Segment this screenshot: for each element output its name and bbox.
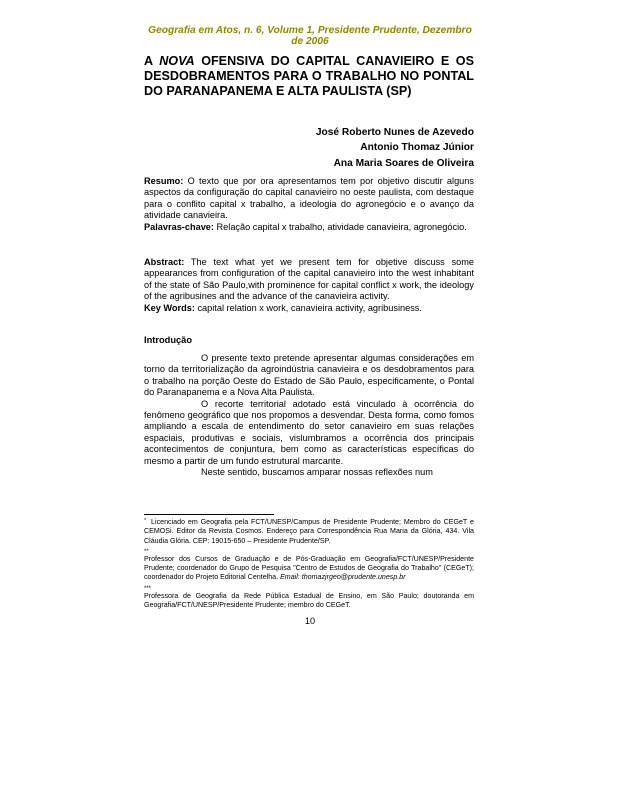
- palavras-chave-label: Palavras-chave:: [144, 221, 214, 232]
- body-paragraph: O presente texto pretende apresentar algumas considerações em torno da territorialização da agroindústria canavieira e os desdobramentos para o trabalho na porção Oeste do Estado de São Paulo, especificamente, o Pontal do Paranapanema e a Nova Alta Paulista.: [144, 353, 474, 398]
- author-name: José Roberto Nunes de Azevedo: [315, 127, 474, 138]
- footnote-mark: ***: [144, 585, 152, 592]
- resumo-paragraph: [144, 176, 474, 222]
- abstract-english: [144, 257, 474, 314]
- author-name: Ana Maria Soares de Oliveira: [333, 157, 474, 169]
- footnote-email: thomazjrgeo@prudente.unesp.br: [301, 573, 406, 582]
- palavras-chave-paragraph: [144, 222, 474, 233]
- author-name: Antonio Thomaz Júnior: [360, 142, 474, 154]
- footnote-text: Professora de Geografia da Rede Pública Estadual de Ensino, em São Paulo; doutoranda em Geografia/FCT/UNESP/Presidente Prudente; membro do CEGeT.: [144, 591, 474, 610]
- footnote-text: Licenciado em Geografia pela FCT/UNESP/Campus de Presidente Prudente; Membro do CEGeT e CEMOSi. Editor da Revista Cosmos. Endereço para Correspondência Rua Maria da Glória, 434. Vila Cláudia Glória. CEP: 19015-650 – Presidente Prudente/SP.: [144, 518, 474, 545]
- footnote: [144, 518, 474, 546]
- title-rest: OFENSIVA DO CAPITAL CANAVIEIRO E OS DESDOBRAMENTOS PARA O TRABALHO NO PONTAL DO PARANAPANEMA E ALTA PAULISTA (SP): [144, 54, 474, 99]
- abstract-paragraph: [144, 257, 474, 303]
- footnote-text: Professor dos Cursos de Graduação e de Pós-Graduação em Geografia/FCT/UNESP/Presidente Prudente; coordenador do Grupo de Pesquisa "Centro de Estudos de Geografia do Trabalho" (CEGeT); coordenador do Projeto Editorial Centelha.: [144, 554, 474, 582]
- footnotes: [144, 518, 474, 613]
- footnote-mark: *: [144, 518, 147, 524]
- introduction-body: [144, 353, 474, 478]
- title-prefix: A: [144, 54, 160, 68]
- footnote-divider: [144, 514, 274, 515]
- journal-header: Geografia em Atos, n. 6, Volume 1, Presidente Prudente, Dezembro de 2006: [148, 25, 472, 47]
- resumo-label: Resumo:: [144, 176, 184, 186]
- footnote: [144, 586, 474, 611]
- body-paragraph: Neste sentido, buscamos amparar nossas reflexões num: [201, 467, 433, 478]
- title-italic-word: NOVA: [159, 54, 195, 68]
- footnote: [144, 549, 474, 583]
- abstract-label: Abstract:: [144, 257, 185, 267]
- key-words-text: capital relation x work, canavieira activity, agribusiness.: [194, 302, 422, 313]
- footnote-email-label: Email:: [280, 573, 302, 582]
- author-list: [144, 125, 474, 171]
- abstract-portuguese: [144, 176, 474, 233]
- footnote-mark: **: [144, 548, 149, 555]
- resumo-text: O texto que por ora apresentamos tem por objetivo discutir alguns aspectos da configuração do capital canavieiro no oeste paulista, com destaque para o conflito capital x trabalho, a ideologia do agronegócio e o avanço da atividade canavieira.: [144, 176, 474, 221]
- key-words-label: Key Words:: [144, 302, 195, 313]
- key-words-paragraph: [144, 303, 474, 314]
- abstract-text: The text what yet we present tem for objetive discuss some appearances from configuration of the capital canavieiro into the west inhabitant of the state of São Paulo,with prominence for capital conflict x work, the ideology of the agribusines and the advance of the canavieira activity.: [144, 257, 474, 302]
- palavras-chave-text: Relação capital x trabalho, atividade canavieira, agronegócio.: [213, 221, 467, 232]
- article-title: [144, 54, 474, 100]
- body-paragraph: O recorte territorial adotado está vinculado à ocorrência do fenômeno geográfico que nos propomos a desvendar. Desta forma, como fomos ampliando a escala de entendimento do setor canavieiro em suas relações espaciais, produtivas e sociais, vislumbramos a ocorrência dos principais acontecimentos de conjuntura, bem como as características específicas do mesmo a partir de um fundo estrutural marcante.: [144, 398, 474, 466]
- page-number: 10: [304, 616, 316, 626]
- section-heading-introducao: Introdução: [144, 335, 193, 345]
